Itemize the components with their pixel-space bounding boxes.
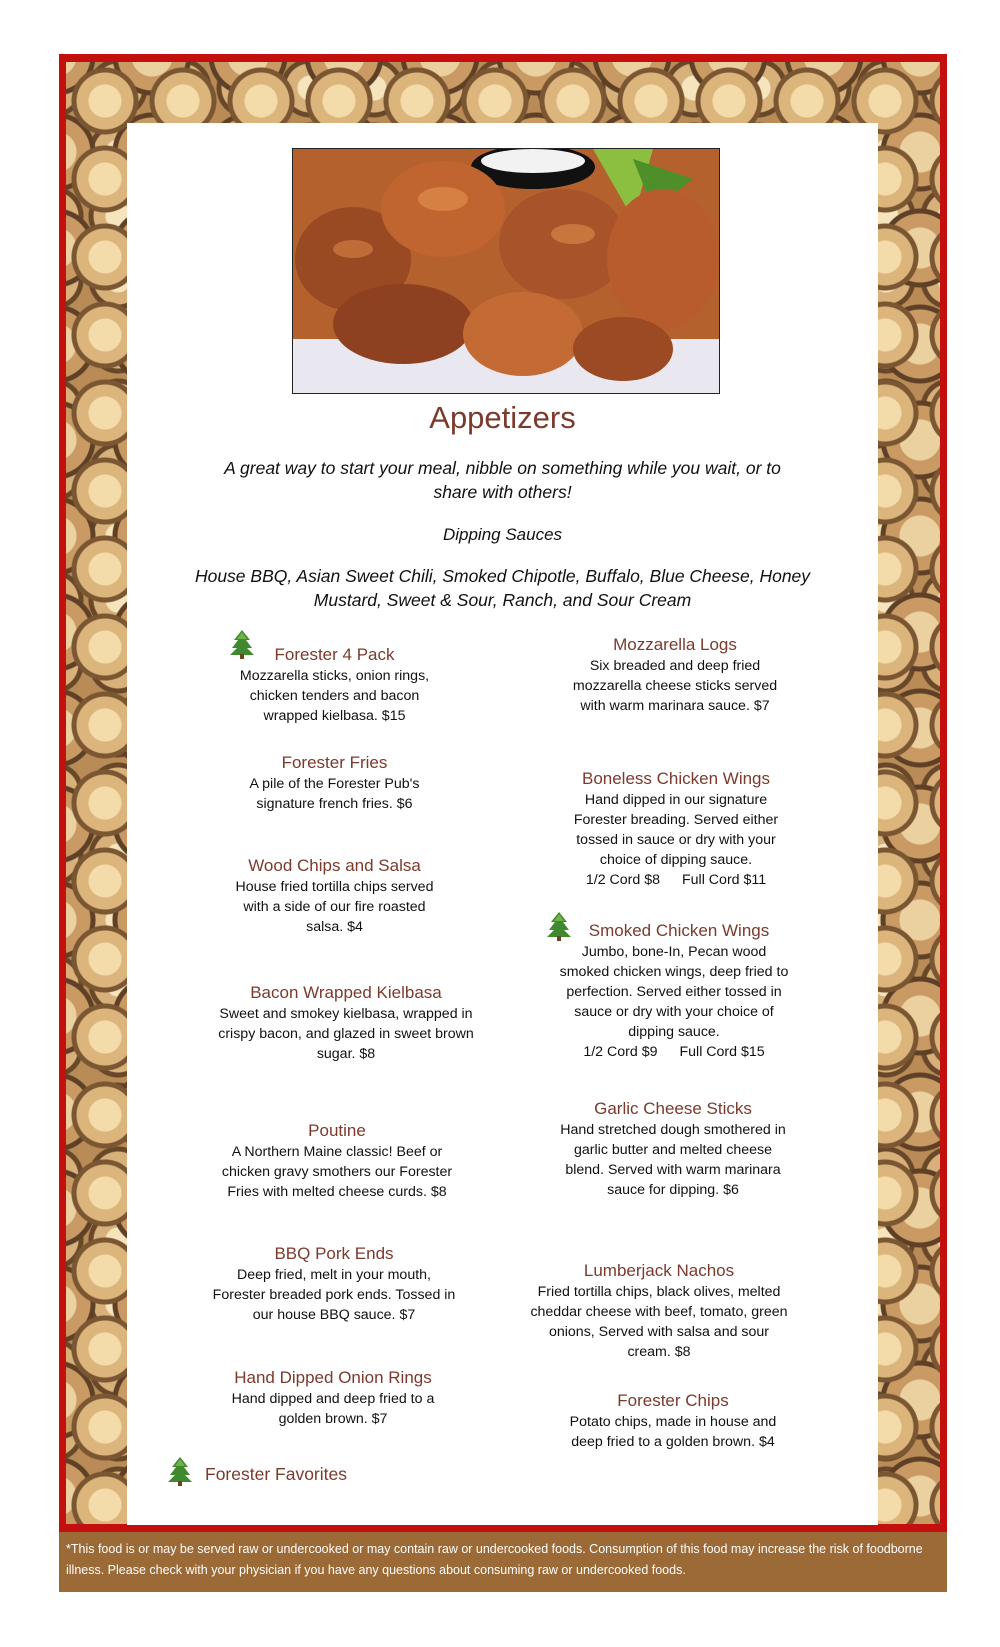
menu-item-wood-chips-and-salsa [223,855,446,937]
menu-item-hand-dipped-onion-rings [218,1367,448,1429]
menu-item-lumberjack-nachos [528,1260,790,1362]
menu-item-mozzarella-logs [560,634,790,716]
item-description: Jumbo, bone-In, Pecan wood smoked chicken wings, deep fried to perfection. Served either tossed in sauce or dry with your choice of dipping sauce. [559,944,789,1040]
menu-item-boneless-chicken-wings [568,768,784,890]
item-description: Hand dipped and deep fried to a golden brown. $7 [231,1391,435,1427]
item-description: Hand dipped in our signature Forester breading. Served either tossed in sauce or dry with your choice of dipping sauce. [573,792,779,868]
chicken-wings-photo [292,148,720,394]
item-name: Lumberjack Nachos [583,1261,735,1280]
item-name: BBQ Pork Ends [274,1244,394,1263]
menu-item-garlic-cheese-sticks [560,1098,786,1200]
item-name: Poutine [308,1121,366,1140]
intro-text: A great way to start your meal, nibble on something while you wait, or to share with others! [224,458,781,502]
half-cord-price: 1/2 Cord $8 [585,872,660,888]
menu-item-forester-4-pack [228,644,441,726]
footer-disclaimer: *This food is or may be served raw or undercooked or may contain raw or undercooked foods. Consumption of this food may increase the risk of foodborne illness. Please check with your physician if you have any questions about consuming raw or undercooked foods. [59,1532,947,1592]
item-description: A pile of the Forester Pub's signature french fries. $6 [249,776,420,812]
item-description: Potato chips, made in house and deep fried to a golden brown. $4 [569,1414,777,1450]
item-name: Forester 4 Pack [274,645,395,664]
item-prices [556,1042,792,1062]
sauces-heading: Dipping Sauces [442,525,563,544]
item-name: Smoked Chicken Wings [588,921,770,940]
menu-item-forester-chips [560,1390,786,1452]
full-cord-price: Full Cord $11 [682,872,767,888]
half-cord-price: 1/2 Cord $9 [583,1044,658,1060]
item-name: Bacon Wrapped Kielbasa [250,983,442,1002]
item-description: Mozzarella sticks, onion rings, chicken tenders and bacon wrapped kielbasa. $15 [239,668,430,724]
pine-tree-icon [229,629,255,659]
pine-tree-icon [167,1456,193,1486]
item-name: Forester Fries [281,753,388,772]
item-name: Hand Dipped Onion Rings [234,1368,432,1387]
full-cord-price: Full Cord $15 [679,1044,765,1060]
menu-item-bacon-wrapped-kielbasa [216,982,476,1064]
item-description: A Northern Maine classic! Beef or chicken gravy smothers our Forester Fries with melted cheese curds. $8 [221,1144,453,1200]
pine-tree-icon [546,911,572,941]
item-description: Deep fried, melt in your mouth, Forester breaded pork ends. Tossed in our house BBQ sauce. $7 [212,1267,456,1323]
menu-item-forester-fries [228,752,441,814]
item-description: Sweet and smokey kielbasa, wrapped in crispy bacon, and glazed in sweet brown sugar. $8 [218,1006,474,1062]
sauces-list: House BBQ, Asian Sweet Chili, Smoked Chipotle, Buffalo, Blue Cheese, Honey Mustard, Sweet & Sour, Ranch, and Sour Cream [194,566,811,610]
item-name: Garlic Cheese Sticks [594,1099,752,1118]
item-prices [568,870,784,890]
item-name: Forester Chips [617,1391,729,1410]
item-description: House fried tortilla chips served with a side of our fire roasted salsa. $4 [235,879,434,935]
page-title: Appetizers [429,400,576,435]
item-description: Fried tortilla chips, black olives, melted cheddar cheese with beef, tomato, green onions, Served with salsa and sour cream. $8 [530,1284,788,1360]
menu-item-poutine [212,1120,462,1202]
menu-item-bbq-pork-ends [212,1243,456,1325]
menu-item-smoked-chicken-wings [556,920,792,1062]
item-name: Mozzarella Logs [613,635,737,654]
item-name: Boneless Chicken Wings [581,769,771,788]
item-description: Six breaded and deep fried mozzarella cheese sticks served with warm marinara sauce. $7 [572,658,778,714]
item-name: Wood Chips and Salsa [248,856,421,875]
item-description: Hand stretched dough smothered in garlic butter and melted cheese blend. Served with warm marinara sauce for dipping. $6 [560,1122,786,1198]
forester-favorites-legend: Forester Favorites [205,1464,347,1484]
